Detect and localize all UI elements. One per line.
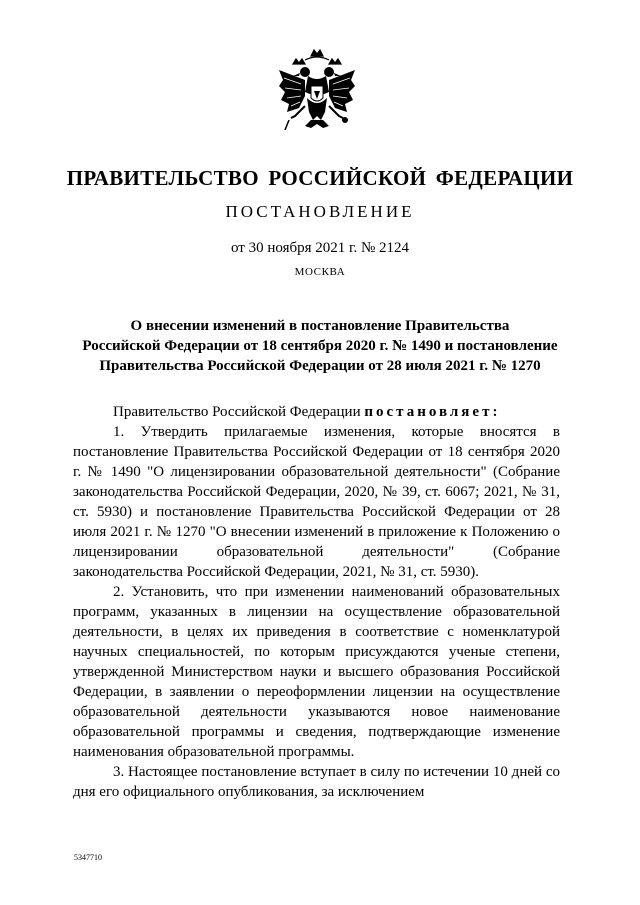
decree-word: постановляет: <box>364 404 501 420</box>
subject-line: О внесении изменений в постановление Правительства <box>130 318 510 334</box>
document-date-number: от 30 ноября 2021 г. № 2124 <box>230 240 410 256</box>
coat-of-arms-icon <box>275 46 359 142</box>
body-paragraph: 3. Настоящее постановление вступает в силу по истечении 10 дней со дня его официального опубликования, за исключением <box>73 764 560 800</box>
government-title: ПРАВИТЕЛЬСТВО РОССИЙСКОЙ ФЕДЕРАЦИИ <box>66 166 574 190</box>
document-city: МОСКВА <box>294 266 346 278</box>
document-body <box>73 402 560 802</box>
subject-line: Правительства Российской Федерации от 28 июля 2021 г. № 1270 <box>99 358 541 374</box>
body-paragraph: 2. Установить, что при изменении наименований образовательных программ, указанных в лицензии на осуществление образовательной деятельности, в целях их приведения в соответствие с номенклатурой научных специальностей, по которым присуждаются ученые степени, утвержденной Министерством науки и высшего образования Российской Федерации, в заявлении о переоформлении лицензии на осуществление образовательной деятельности указываются новое наименование образовательной программы и сведения, подтверждающие изменение наименования образовательной программы. <box>73 584 560 760</box>
subject-line: Российской Федерации от 18 сентября 2020 г. № 1490 и постановление <box>82 338 558 354</box>
document-type: ПОСТАНОВЛЕНИЕ <box>225 202 415 221</box>
footer-code: 5347710 <box>74 853 102 862</box>
intro-text: Правительство Российской Федерации <box>113 404 365 420</box>
body-paragraph: 1. Утвердить прилагаемые изменения, которые вносятся в постановление Правительства Российской Федерации от 18 сентября 2020 г. № 1490 "О лицензировании образовательной деятельности" (Собрание законодательства Российской Федерации, 2020, № 39, ст. 6067; 2021, № 31, ст. 5930) и постановление Правительства Российской Федерации от 28 июля 2021 г. № 1270 "О внесении изменений в приложение к Положению о лицензировании образовательной деятельности" (Собрание законодательства Российской Федерации, 2021, № 31, ст. 5930). <box>73 424 560 580</box>
document-subject <box>60 316 580 376</box>
intro-paragraph <box>73 402 560 422</box>
